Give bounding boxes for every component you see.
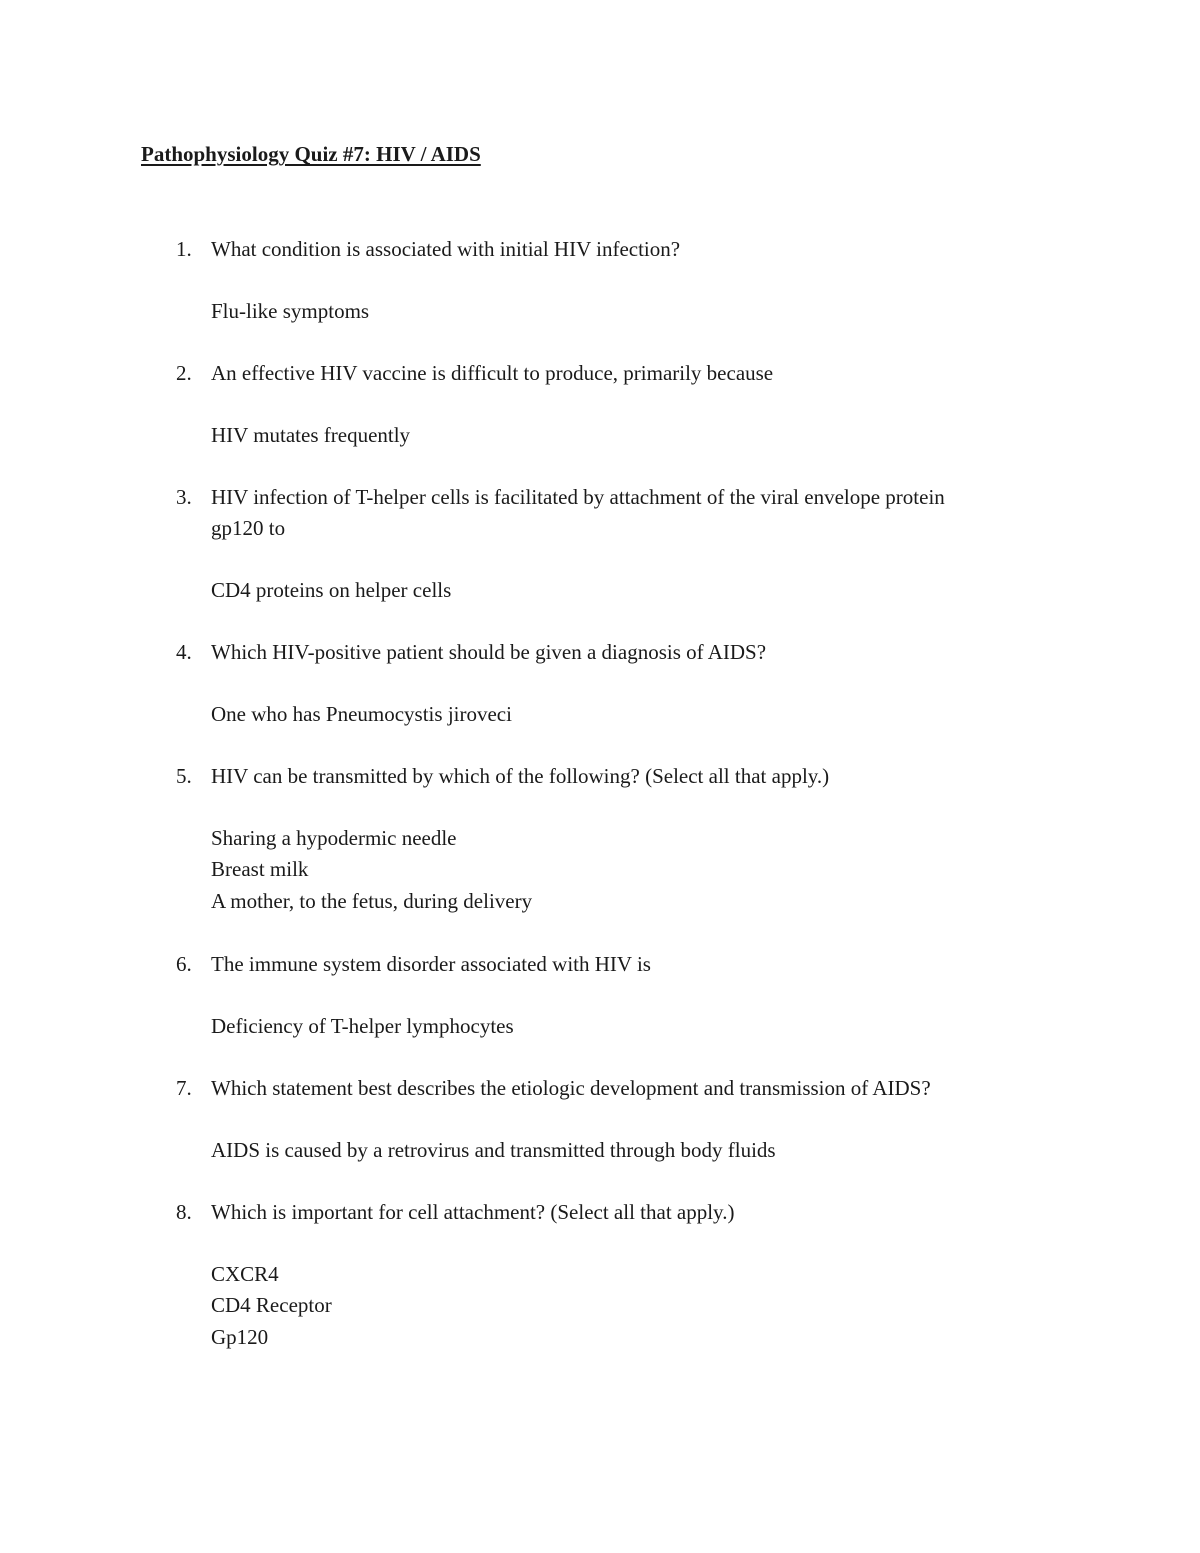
answer-line: Sharing a hypodermic needle bbox=[211, 826, 457, 850]
answer-line: AIDS is caused by a retrovirus and transmitted through body fluids bbox=[211, 1138, 776, 1162]
question-text: Which HIV-positive patient should be given a diagnosis of AIDS? bbox=[211, 640, 767, 664]
answer-line: Deficiency of T-helper lymphocytes bbox=[211, 1014, 514, 1038]
question-text-continued: gp120 to bbox=[211, 516, 286, 540]
question-number: 7. bbox=[176, 1076, 192, 1100]
question-number: 5. bbox=[176, 764, 192, 788]
answer-line: CD4 proteins on helper cells bbox=[211, 578, 452, 602]
question-text: The immune system disorder associated with HIV is bbox=[211, 952, 651, 976]
question-number: 6. bbox=[176, 952, 192, 976]
question-text: HIV infection of T-helper cells is facilitated by attachment of the viral envelope protein bbox=[211, 485, 945, 509]
answer-line: HIV mutates frequently bbox=[211, 423, 411, 447]
question-number: 4. bbox=[176, 640, 192, 664]
answer-line: CXCR4 bbox=[211, 1262, 279, 1286]
question-number: 8. bbox=[176, 1200, 192, 1224]
answer-line: One who has Pneumocystis jiroveci bbox=[211, 702, 512, 726]
question-text: Which statement best describes the etiologic development and transmission of AIDS? bbox=[211, 1076, 931, 1100]
answer-line: Flu-like symptoms bbox=[211, 299, 370, 323]
answer-line: A mother, to the fetus, during delivery bbox=[211, 889, 533, 913]
answer-line: CD4 Receptor bbox=[211, 1293, 332, 1317]
answer-line: Breast milk bbox=[211, 857, 309, 881]
page-title: Pathophysiology Quiz #7: HIV / AIDS bbox=[141, 142, 481, 166]
question-text: An effective HIV vaccine is difficult to produce, primarily because bbox=[211, 361, 774, 385]
answer-line: Gp120 bbox=[211, 1325, 269, 1349]
question-number: 1. bbox=[176, 237, 192, 261]
question-text: Which is important for cell attachment? (Select all that apply.) bbox=[211, 1200, 735, 1224]
question-text: What condition is associated with initial HIV infection? bbox=[211, 237, 681, 261]
question-number: 3. bbox=[176, 485, 192, 509]
question-number: 2. bbox=[176, 361, 192, 385]
question-text: HIV can be transmitted by which of the following? (Select all that apply.) bbox=[211, 764, 830, 788]
